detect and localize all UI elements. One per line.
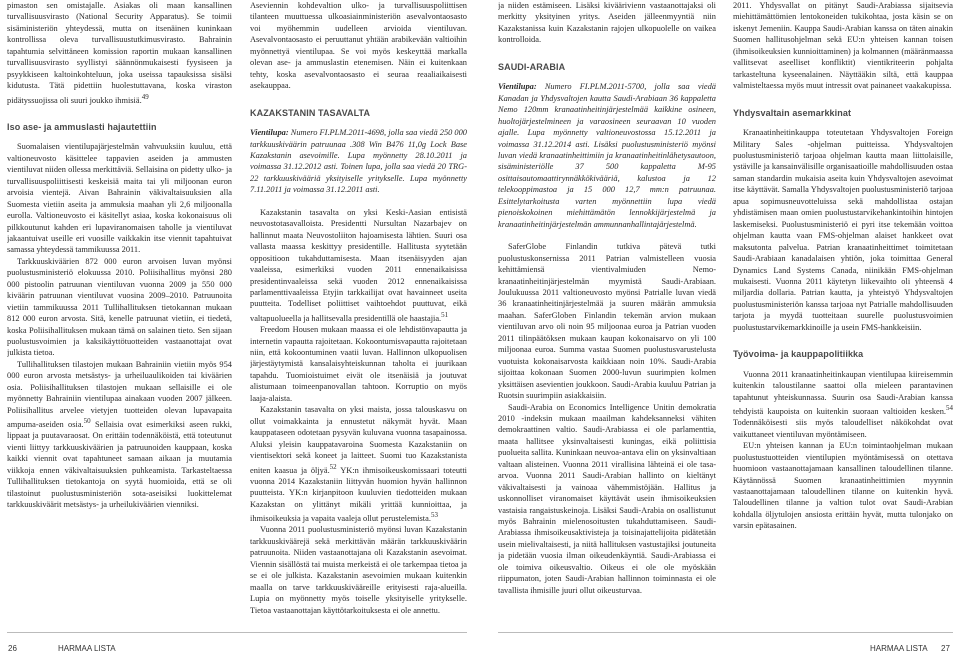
license-label: Vientilupa: (250, 128, 289, 138)
paragraph: SaferGlobe Finlandin tutkiva pätevä tutki puolustuskonsernissa 2011 Patrian valmistelleen vuosia kehittämiensä vientivalmiuden Nemo-kranaatinheitinjärjestelmän myymistä Saudi-Arabiaan. Joulukuussa 2011 valtioneuvosto myönsi Patrialle luvan viedä 36 kranaatinheitinjärjestelmää ja suuren määrän ammuksia maahan. SaferGloben Finlandin tekemän arvion mukaan vientiluvan arvo oli noin 95 miljoonaa euroa ja Patrian vuoden 2011 tilinpäätöksen mukaan kaupan kokonaisarvo on yli 100 miljoonaa euroa. Summa vastaa Suomen puolustusvarustelusta vuotuista kokonaisarvosta kaikkiaan noin 10%. Saudi-Arabia sijoittaa kokonaan Suomen 2000-luvun suurimpien kolmen yksittäisen asevientien joukkoon. Saudi-Arabia kuuluu Patrian ja Ruotsin suurimpiin asiakkaisiin. (498, 242, 716, 401)
paragraph: Aseviennin kohdevaltion ulko- ja turvallisuuspoliittisen tilanteen muuttuessa ulkoasiainministeriön asevalvontaosasto voi myöhemmin uudelleen arvioida vientiluvan. Asevalvontaosasto ei peruuttanut yhtään arabikevään valtioihin myönnettyä vientilupaa. Se voi myös keskeyttää markalla olevan ase- ja ammuslastin etenemisen. Näin ei kuitenkaan tehty, koska asevalvontaosasto ei seuraa reaaliaikaisesti asekauppaa. (250, 1, 467, 91)
footer-divider-right (498, 632, 953, 633)
export-license: Vientilupa: Numero FI.PLM.2011-5700, jolla saa viedä Kanadan ja Yhdysvaltojen kautta Saudi-Arabiaan 36 kappaletta Nemo 120mm kranaatinheitinjärjestelmää kaikkine osineen, huoltojärjestelmineen ja varaosineen seuraavan 10 vuoden ajalle. Lupa myönnetty valtioneuvostossa 15.12.2011 ja voimassa 31.12.2014 asti. Lisäksi puolustusministeriö myönsi luvan viedä kranaatinheittimiin ja kranaatinheitinlähetysautoon, sisäministeriölle 37 500 kappaletta M-95 osittaisautomaattirynnäkkökivääriä, kalustoa ja 12 telekooppimastoa ja 15 000 12,7 mm:n patruunaa. Esittelytarkoitusta varten myönnettiin lupa viedä pienoiskokoinen miehittämätön lennokkijärjestelmä ja kranaatinheitinjärjestelmän ammunnanhallintajärjestelmä. (498, 82, 716, 229)
paragraph: Freedom Housen mukaan maassa ei ole lehdistönvapautta ja internetin vapautta rajoitetaan. Kokoontumisvapautta rajoitetaan niin, että kokoontuminen vaatii luvan. Hallinnon ulkopuolisen järjestäytymistä kansalaisyhteiskunnan taholta ei juurikaan tapahdu. Tuomioistuimet eivät ole itsenäisiä ja joutuvat alistumaan toimeenpanovallan tahtoon. Korruptio on myös laaja-alaista. (250, 325, 467, 403)
section-heading: Yhdysvaltain asemarkkinat (733, 107, 852, 118)
paragraph: Kranaatinheitinkauppa toteutetaan Yhdysvaltojen Foreign Military Sales -ohjelman puitteissa. Yhdysvaltojen puolustusministeriö tarjoaa ohjelman kautta maan liittolaisille, ystäville ja kansainvälisille organisaatioille mahdollisuuden ostaa saman standardin mukaisia aseita kuin Yhdysvaltojen asevoimat itse käyttävät. Samalla Yhdysvaltojen puolustusministeriö tarjoaa apua sopimusneuvotteluissa sekä mahdollistaa ostajan yhdistämisen maan omien puolustustarvikehankintoihin hintojen laskemiseksi. Puolustusministeriö ei pyri itse tekemään voittoa ohjelman kautta vaan FMS-ohjelman alaiset hankkeet ovat maksutonta palvelua. Patrian kranaatinheittimet toimitetaan Saudi-Arabiaan kanadalaisen yhtiön, joka toimittaa General Dynamics Land Systems Canada, niinikään FMS-ohjelman mukaisesti. Vuonna 2011 käytetyn liikevaihto oli yhteensä 4 miljardia dollaria. Patrian kautta, ja yhteistyö Yhdysvaltojen puolustusministeriön kanssa tarjoaa nyt Patrialle mahdollisuuden tarjota ja myydä tuotteitaan suurelle puolustusvoimien puolustustarvikemarkkinoille ja usein FMS-hankkeisiin. (733, 128, 953, 332)
page-number-right: 27 (941, 644, 950, 653)
paragraph: Kazakstanin tasavalta on yksi maista, jossa talouskasvu on ollut voimakkainta ja ennustetut näkymät hyvät. Maan kauppataseen odotetaan pysyvän kuluvana vuonna tasapainossa. Aluksi yleisin kauppatavaroina Suomesta Kazakstaniin on vientisektori sekä koneet ja laitteet. Suomi tuo Kazakstanista eniten kaasua ja öljyä.$^{52}$ YK:n ihmisoikeuskomissaari toteutti vuonna 2014 Kazakstaniin liittyvän huomion hyvän hallinnon puutteista. YK:n kirjanpitoon kuuluvien tiedotteiden mukaan Kazakstan on ylittänyt mikäli yrittää kunnioittaa, ja ihmisoikeuksia ja vapaita vaaleja ollut perustelemista.$^{53}$ (250, 405, 467, 523)
footnote-ref: 53 (430, 511, 438, 520)
column-2 (250, 0, 467, 628)
paragraph: Kazakstanin tasavalta on yksi Keski-Aasian entisistä neuvostotasavalloista. Presidentti Nursultan Nazarbajev on hallinnut maata Neuvostoliiton hajoamisesta lähtien. Suuri osa vallasta maassa keskittyy presidentille. Hallitusta syytetään oppositioon tukahduttamisesta. Maan itsenäisyyden ajan vaaleissa, esimerkiksi vuoden 2011 ennenaikaisissa presidentinvaaleissa sekä vuoden 2012 ennenaikaisissa parlamenttivaaleissa Etyjin tarkkailijat ovat havainneet useita puutteita. Todelliset poliittiset vaihtoehdot puuttuvat, eikä valtapuolueella ja hallitsevalla presidentillä ole haastajia.$^{51}$ (250, 207, 467, 323)
column-1 (7, 0, 232, 628)
paragraph: ja niiden estämiseen. Lisäksi kiväärivienn vastaanottajaksi oli merkitty yksityinen yritys. Aseiden jälleenmyyntiä niin Kazakstanissa kuin Kazakstanin rajojen ulkopuolelle on vaikea kontrolloida. (498, 1, 716, 45)
column-3 (498, 0, 716, 628)
paragraph: Saudi-Arabia on Economics Intelligence Unitin demokratia 2010 -indeksin mukaan maailman kahdeksanneksi vähiten demokraattinen valtio. Saudi-Arabiassa ei ole parlamenttia, maata hallitsee yksinvaltaisesti kuningas, eikä poliittisia puolueita sallita. Kuninkaan neuvoa-antava elin on yksinvaltiaan valtaan alisteinen. Vuonna 2011 virallisina lähteinä ei ole tasa-arvoa. Vuonna 2011 Saudi-Arabian hallinto on kieltänyt väkivaltaisesti ja vainoaa vähemmistöjään. Hallitus ja uskonnolliset viranomaiset käyttävät usein ihmisoikeuksien vastaisia rangaistuskeinoja. Lisäksi Saudi-Arabia on osallistunut myös Bahrainin mielenosoitusten tukahduttamiseen. Saudi-Arabiassa ihmisoikeusaktivisteja ja toisinajattelijoita pidätetään usein mielivaltaisesti, ja niitä hallituksen vastustajiksi joutuneita ja pidetään vuosia ilman oikeudenkäyntiä. Saudi-Arabiassa ei ole toimiva oikeusvaltio. Oikeus ei ole ole myöskään riippumaton, joten Saudi-Arabian hallinnon toiminnasta ei ole tavallista ihmisille juuri ollut oikeusturvaa. (498, 402, 716, 595)
paragraph: EU:n yhteisen kannan ja EU:n toimintaohjelman mukaan puolustustuotteiden vientilupien myöntämisessä on otettava huomioon vastaanottajamaan kansallinen taloudellinen tilanne. Käytännössä Suomen kranaatinheittimien myynnin vastaanottajamaan taloudellinen tilanne on kuitenkin hyvä. Taloudellinen tilanne ja valtion tulot ovat Saudi-Arabian kohdalla öljytulojen ansiosta erittäin hyvät, mutta tulonjako on varsin epätasainen. (733, 441, 953, 531)
export-license: Vientilupa: Numero FI.PLM.2011-4698, jolla saa viedä 250 000 tarkkuuskiväärin patruunaa .308 Win B476 11,0g Lock Base Kazakstanin asevoimille. Lupa myönnetty 28.10.2011 ja voimassa 31.12.2012 asti. Toinen lupa, jolla saa viedä 20 TRG-22 tarkkuuskivääriä yksityiselle yritykselle. Lupa myönnetty 7.11.2011 ja voimassa 31.12.2011 asti. (250, 128, 467, 195)
paragraph: Suomalaisen vientilupajärjestelmän vahvuuksiin kuuluu, että valtioneuvosto käsittelee tappavien aseiden ja ammusten vientiluvat niiden ollessa merkittäviä. Sellaisina on pidetty ulko- ja turvallisuuspoliittisesti keskeisiä maita tai yli miljoonan euron arvoisia vientejä. Aivan Bahrainin väkivaltaisuuksien alla Suomesta vietiin aseita ja ammuksia maahan yli 2,6 miljoonalla eurolla. Valtioneuvosto ei käsitellyt asiaa, koska kokonaisuus oli pilkkoutunut kahden eri lupaviranomaisen taholle ja vientiluvat jakaantuivat useille eri vuosille vaikkakin itse viennit tapahtuivat samassa yhteydessä tammikuussa 2011. (7, 142, 232, 255)
section-heading: SAUDI-ARABIA (498, 61, 566, 72)
paragraph: Tullihallituksen tilastojen mukaan Bahrainiin vietiin myös 954 000 euron arvosta metsästys- ja urheiluaulikoiden tai kiväärien osia. Poliisihallituksen tilastojen mukaan sellaisille ei ole myönnetty Bahrainiin vientilupaa ainakaan vuoden 2007 jälkeen. Poliisihallitus arvelee vietyjen tuotteiden olevan lupavapaita ampuma-aseiden osia.$^{50}$ Sellaisia ovat esimerkiksi aseen rukki, lippaat ja puutavaraosat. On erittäin todennäköistä, että toteutunut vienti liittyy tarkkuuskiväärien ja patruunoiden kauppaan, koska kaikki viennit ovat tapahtuneet samaan aikaan ja muutamia viikkoja ennen väkivaltaisuuksien puhkeamista. Tarkasteltaessa Tullihallituksen tietokantoja on syytä huomioida, että se oli tilastoinut puolustusministeriön sota-aseisiksi luokittelemat tarkkuuskiväärit metsästys- ja urheilukiväärien vienniksi. (7, 359, 232, 510)
section-heading: KAZAKSTANIN TASAVALTA (250, 107, 371, 118)
footnote-ref: 50 (83, 417, 91, 426)
running-title-right: HARMAA LISTA (870, 644, 928, 653)
section-heading: Iso ase- ja ammuslasti hajautettiin (7, 121, 157, 132)
footnote-ref: 52 (329, 462, 337, 471)
page-number-left: 26 (8, 644, 17, 653)
paragraph: Vuonna 2011 puolustusministeriö myönsi luvan Kazakstanin tarkkuuskiväärejä sekä merkittävän määrän tarkkuuskiväärin patruunoita. Niiden vastaanottajana oli Kazakstanin asevoimat. Viennin sisällöstä tai muista merkeistä ei ole tarkempaa tietoa ja se ei ole julkista. Kazakstanin asevoimien mukaan kuitenkin maalla on tarve tarkkuuskivääreille erityisesti raja-alueilla. Lupia on myönnetty myös toiselle yksityiselle yritykselle. Tietoa vastaanottajan käyttötarkoituksesta ei ole annettu. (250, 525, 467, 615)
license-label: Vientilupa: (498, 82, 537, 92)
section-heading: Työvoima- ja kauppapolitiikka (733, 349, 864, 360)
paragraph: pimaston sen omistajalle. Asiakas oli maan kansallinen turvallisuusvirasto (National Security Apparatus). Se toimii sisäministeriön yhteydessä, mutta on itsenäinen kuninkaan kontrollissa oleva turvallisuustutkimusvirasto. Bahrainin tapahtumia selvittäneen komission raportin mukaan kansallinen turvallisuusvirasto syyllistyi säännönmukaisesti fyysiseen ja psyykkiseen kaltoinkohteluun, joka useissa tapauksissa sisälsi kidutusta. Tätä pidettiin huolestuttavana, koska viraston pidätyssuojissa oli suuri joukko ihmisiä.$^{49}$ (7, 1, 232, 105)
paragraph: Vuonna 2011 kranaatinheitinkaupan vientilupaa kiireisemmin kuitenkin taloustilanne saattoi olla mieleen parantavinen tapahtunut yhteiskunnassa. Suurin osa Saudi-Arabian kanssa tehdyistä kaupoista on kuitenkin suoraan valtioiden kesken.$^{54}$ Todennäköisesti siis myös taloudelliset näkökohdat ovat vaikuttaneet vientiluvan myöntämiseen. (733, 369, 953, 439)
paragraph: Tarkkuuskiväärien 872 000 euron arvoisen luvan myönsi puolustusministeriö elokuussa 2010. Poliisihallitus myönsi 280 000 pistoolin patruunan vientiluvan vuonna 2009 ja 550 000 kiväärin patruunan vientiluvat vuosina 2009–2010. Patruunoita vietiin tammikuussa 2011 Tullihallituksen tietokannan mukaan 812 000 euron arvosta. Sitä, kenelle patruunat vietiin, ei tiedetä, koska Poliisihallituksen mukaan tämä on salainen tieto. Sen sijaan puolustusvoimien ja kaksikäyttötuotteiden vastaanottajat ovat julkista tietoa. (7, 256, 232, 358)
paragraph: 2011. Yhdysvallat on pitänyt Saudi-Arabiassa sijaitsevia miehittämättömien lentokoneiden tukikohtaa, josta käsin se on iskenyt Jemeniin. Kauppa Saudi-Arabian kanssa on täten ainakin Suomen hallitusohjelman sekä EU:n yhteisen kannan toisen (ihmisoikeuksien kunnioittaminen) ja kolmannen (määränmaassa vallitsevat aseelliset konfliktit) vientikriteerin pohjalta tarkasteltuna kyseenalainen. Näyttääkin siltä, että kauppaa valmisteltaessa myös muut intressit ovat painaneet vaakakupissa. (733, 1, 953, 91)
footnote-ref: 51 (441, 310, 449, 319)
running-title-left: HARMAA LISTA (58, 644, 116, 653)
footnote-ref: 49 (141, 92, 149, 101)
footnote-ref: 54 (946, 404, 953, 413)
column-4 (733, 0, 953, 628)
footer-divider-left (7, 632, 467, 633)
